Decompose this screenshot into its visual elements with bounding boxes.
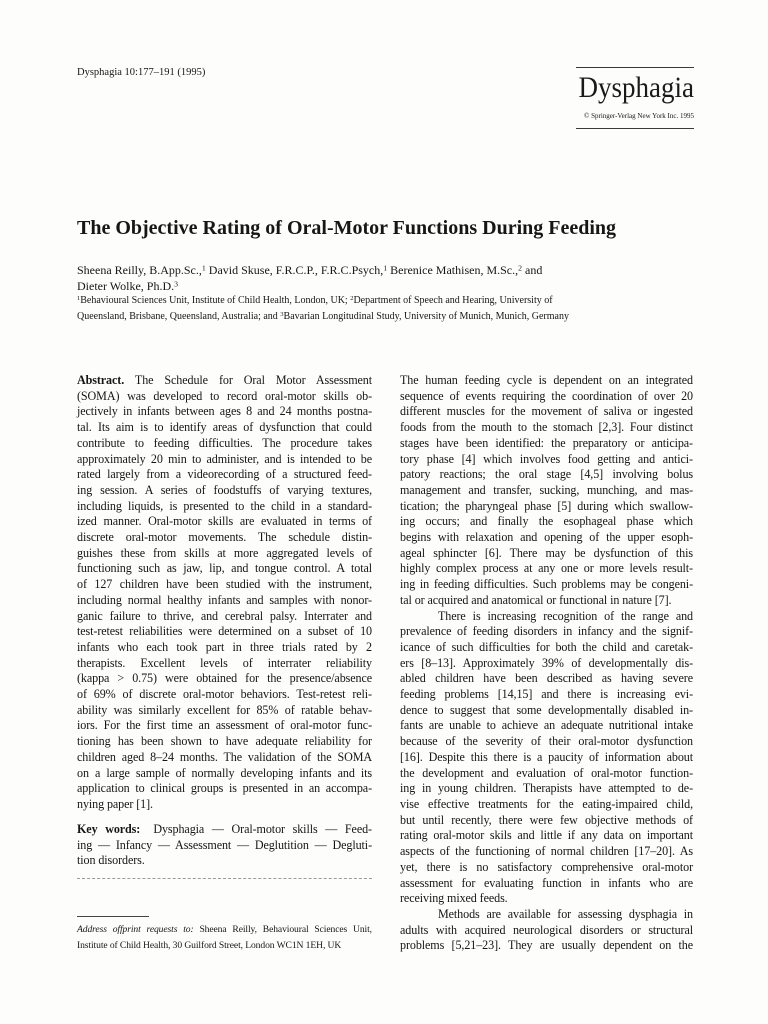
- footnote-text: Sheena Reilly, Behavioural Sciences Unit,: [199, 924, 372, 935]
- author-line: [77, 262, 542, 278]
- footnote-line: Institute of Child Health, 30 Guilford Street, London WC1N 1EH, UK: [77, 939, 342, 951]
- masthead-journal-name: Dysphagia: [578, 71, 694, 104]
- abstract-line: ing session. A series of foodstuffs of varying textures,: [77, 482, 372, 497]
- body-paragraph: [400, 373, 693, 609]
- affiliation-marker: 3: [174, 279, 179, 289]
- body-line: yet, there is no satisfactory comprehensive oral-motor: [400, 859, 693, 874]
- abstract-line: ganic failure to thrive, and cerebral palsy. Interrater and: [77, 608, 372, 623]
- keywords-label: Key words:: [77, 822, 141, 836]
- abstract-line: functioning such as jaw, lip, and tongue control. A total: [77, 561, 372, 576]
- affiliation-text: Queensland, Brisbane, Queensland, Australia; and: [77, 310, 278, 322]
- body-line: stages have been identified: the preparatory or anticipa-: [400, 435, 693, 450]
- abstract-line: ized manner. Oral-motor skills are evaluated in terms of: [77, 514, 372, 529]
- body-line: different muscles for the movement of saliva or ingested: [400, 404, 693, 419]
- body-line: patory reactions; the oral stage [4,5] involving bolus: [400, 467, 693, 482]
- keywords-line: ing — Infancy — Assessment — Deglutition — Degluti-: [77, 837, 372, 852]
- author-name: David Skuse, F.R.C.P., F.R.C.Psych,: [208, 263, 384, 277]
- affiliation-marker: 1: [383, 263, 388, 273]
- body-line: [16]. Despite this there is a paucity of information about: [400, 749, 693, 764]
- abstract-line: test-retest reliabilities were determined on a subset of 10: [77, 624, 372, 639]
- abstract-line: of 69% of discrete oral-motor behaviors. Test-retest reli-: [77, 687, 372, 702]
- affiliation-marker: 2: [518, 263, 523, 273]
- masthead-rule-top: [576, 67, 694, 68]
- abstract-line: application to clinical groups is presented in an accompa-: [77, 781, 372, 796]
- abstract: [77, 373, 372, 813]
- footnote: [77, 922, 372, 953]
- abstract-line: approximately 20 min to administer, and is intended to be: [77, 451, 372, 466]
- author-line: [77, 278, 542, 294]
- abstract-line: contribute to feeding difficulties. The procedure takes: [77, 435, 372, 450]
- journal-reference: Dysphagia 10:177–191 (1995): [77, 67, 206, 78]
- author-conjunction: and: [525, 263, 543, 277]
- body-line: problems [5,21–23]. They are usually dependent on the: [400, 938, 693, 953]
- masthead-copyright: © Springer-Verlag New York Inc. 1995: [584, 112, 694, 120]
- body-line: ing occurs; and finally the esophageal phase which: [400, 514, 693, 529]
- affiliation-text: Behavioural Sciences Unit, Institute of Child Health, London, UK;: [80, 295, 348, 306]
- body-paragraph: [400, 907, 693, 954]
- body-line: aspects of the functioning of normal children [17–20]. As: [400, 844, 693, 859]
- body-line: rating oral-motor skils and little if any data on important: [400, 828, 693, 843]
- keywords-line: [77, 822, 372, 838]
- abstract-line: ability was similarly excellent for 85% of ratable behav-: [77, 702, 372, 717]
- abstract-line: (kappa > 0.75) were obtained for the presence/absence: [77, 671, 372, 686]
- body-line: adults with acquired neurological disorders or structural: [400, 922, 693, 937]
- body-line: dence to suggest that some developmentally disabled in-: [400, 702, 693, 717]
- body-line: highly complex process at any one or more levels result-: [400, 561, 693, 576]
- affiliations: [77, 293, 569, 324]
- abstract-line: including normal healthy infants and samples with nonor-: [77, 592, 372, 607]
- section-divider: [77, 878, 372, 879]
- author-name: Sheena Reilly, B.App.Sc.,: [77, 263, 202, 277]
- body-line: receiving mixed feeds.: [400, 891, 508, 906]
- affiliation-line: [77, 309, 569, 325]
- keywords-block: [77, 822, 372, 869]
- body-line: The human feeding cycle is dependent on an integrated: [400, 373, 693, 387]
- abstract-line: children aged 8–24 months. The validation of the SOMA: [77, 749, 372, 764]
- abstract-line: infants who each took part in three trials rated by 2: [77, 639, 372, 654]
- body-line: feeding problems [14,15] and there is increasing evi-: [400, 687, 693, 702]
- footnote-line: [77, 922, 372, 938]
- abstract-line: iors. For the first time an assessment of oral-motor func-: [77, 718, 372, 733]
- body-line: management and transfer, sucking, munching, and mas-: [400, 482, 693, 497]
- footnote-label: Address offprint requests to:: [77, 924, 194, 935]
- affiliation-text: Bavarian Longitudinal Study, University of Munich, Munich, Germany: [283, 310, 569, 322]
- keywords-line: tion disorders.: [77, 853, 145, 868]
- abstract-line: on a large sample of normally developing infants and its: [77, 765, 372, 780]
- body-line: the development and evaluation of oral-motor function-: [400, 765, 693, 780]
- abstract-line: nying paper [1].: [77, 796, 153, 811]
- body-line: tal or acquired and anatomical or functional in nature [7].: [400, 592, 672, 607]
- body-line: tory phase [4] which involves food getting and antici-: [400, 451, 693, 466]
- body-line: sequence of events requiring the coordination of over 20: [400, 388, 693, 403]
- abstract-line: including liquids, is presented to the child in a standard-: [77, 498, 372, 513]
- body-line: prevalence of feeding disorders in infancy and the signif-: [400, 624, 693, 639]
- body-line: There is increasing recognition of the range and: [438, 608, 693, 623]
- body-line: begins with relaxation and opening of the upper esoph-: [400, 530, 693, 545]
- author-list: [77, 262, 542, 294]
- body-paragraph: [400, 609, 693, 907]
- body-line: icance of such difficulties for both the child and caretak-: [400, 639, 693, 654]
- keywords-text: Dysphagia — Oral-motor skills — Feed-: [153, 822, 372, 836]
- body-line: tication; the pharyngeal phase [5] during which swallow-: [400, 498, 693, 513]
- author-name: Dieter Wolke, Ph.D.: [77, 279, 175, 293]
- affiliation-text: Department of Speech and Hearing, University of: [353, 295, 553, 306]
- article-title: The Objective Rating of Oral-Motor Functions During Feeding: [77, 217, 617, 239]
- body-line: foods from the mouth to the stomach [2,3]. Four distinct: [400, 420, 693, 435]
- abstract-line: [77, 373, 372, 389]
- abstract-line: discrete oral-motor movements. The schedule distin-: [77, 530, 372, 545]
- affiliation-marker: 3: [280, 310, 284, 318]
- affiliation-marker: 1: [77, 295, 81, 303]
- affiliation-marker: 1: [201, 263, 206, 273]
- abstract-line: jectively in infants between ages 8 and 24 months postna-: [77, 404, 372, 419]
- affiliation-line: [77, 293, 569, 309]
- affiliation-marker: 2: [350, 295, 354, 303]
- footnote-rule: [77, 916, 149, 917]
- body-line: abled children have been described as having severe: [400, 671, 693, 686]
- body-line: Methods are available for assessing dysphagia in: [438, 906, 693, 921]
- body-line: fants are unable to achieve an adequate nutritional intake: [400, 718, 693, 733]
- abstract-line: (SOMA) was developed to record oral-motor skills ob-: [77, 388, 372, 403]
- abstract-label: Abstract.: [77, 373, 125, 387]
- body-line: vise effective treatments for the eating-impaired child,: [400, 796, 693, 811]
- abstract-line: of 127 children have been studied with the instrument,: [77, 577, 372, 592]
- body-line: ing in young children. Therapists have attempted to de-: [400, 781, 693, 796]
- abstract-line: rated largely from a videorecording of a structured feed-: [77, 467, 372, 482]
- abstract-line: tal. Its aim is to identify areas of dysfunction that could: [77, 420, 372, 435]
- abstract-line: guishes these from skills at more aggregated levels of: [77, 545, 372, 560]
- body-line: but until recently, there were few objective methods of: [400, 812, 693, 827]
- author-name: Berenice Mathisen, M.Sc.,: [390, 263, 519, 277]
- body-line: ers [8–13]. Approximately 39% of developmentally dis-: [400, 655, 693, 670]
- abstract-text: The Schedule for Oral Motor Assessment: [134, 373, 372, 387]
- masthead-rule-bottom: [576, 128, 694, 129]
- body-line: because of the severity of their oral-motor dysfunction: [400, 734, 693, 749]
- abstract-line: tioning has been shown to have adequate reliability for: [77, 734, 372, 749]
- body-line: ing in feeding difficulties. Such problems may be congeni-: [400, 577, 693, 592]
- body-column: [400, 373, 693, 954]
- abstract-line: therapists. Excellent levels of interrater reliability: [77, 655, 372, 670]
- body-line: ageal sphincter [6]. There may be dysfunction of this: [400, 545, 693, 560]
- body-line: assessment for evaluating function in infants who are: [400, 875, 693, 890]
